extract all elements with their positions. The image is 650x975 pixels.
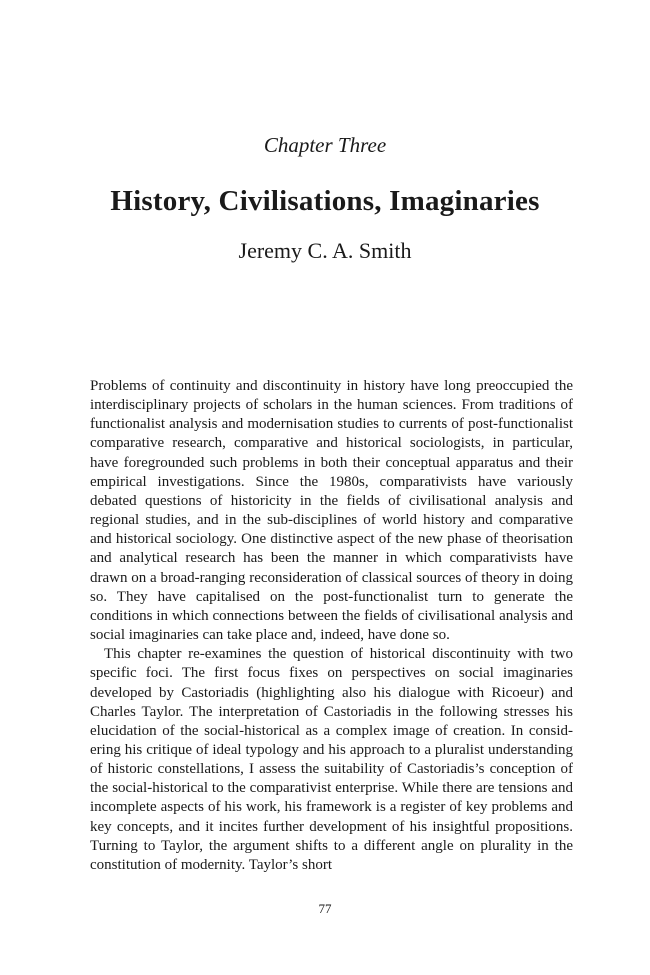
paragraph-1: Problems of continuity and discontinuity in history have long preoccupied the interdisciplinary projects of scholars in the human sciences. From traditions of functionalist analysis and modernisation studies to currents of post-functionalist comparative research, comparative and historical sociologists, in particular, have foregrounded such problems in both their conceptual apparatus and their empirical investigations. Since the 1980s, comparativists have variously debated questions of historicity in the fields of civilisational analysis and regional studies, and in the sub-disciplines of world history and comparative and historical sociology. One distinctive aspect of the new phase of theorisation and analytical research has been the manner in which comparativists have drawn on a broad-ranging reconsideration of classical sources of theory in doing so. They have capitalised on the post-functionalist turn to generate the conditions in which connections between the fields of civilisational analysis and social imaginaries can take place and, indeed, have done so. (90, 378, 573, 644)
chapter-label: Chapter Three (263, 133, 387, 157)
chapter-title: History, Civilisations, Imaginaries (110, 185, 540, 217)
paragraph-2: This chapter re-examines the question of historical discontinuity with two specific foci. The first focus fixes on perspectives on social imaginaries developed by Castoriadis (highlighting also his dialogue with Ricoeur) and Charles Taylor. The interpretation of Castoriadis in the following stresses his elucidation of the social-historical as a complex image of creation. In considering his critique of ideal typology and his approach to a pluralist understanding of historic constellations, I assess the suitability of Castoriadis’s conception of the social-historical to the comparativist enterprise. While there are tensions and incomplete aspects of his work, his framework is a register of key problems and key concepts, and it incites further development of his insightful propositions. Turning to Taylor, the argument shifts to a different angle on plurality in the constitution of modernity. Taylor’s short (90, 646, 573, 873)
chapter-author: Jeremy C. A. Smith (238, 238, 412, 263)
page-number: 77 (318, 901, 332, 916)
body-text (90, 377, 573, 875)
